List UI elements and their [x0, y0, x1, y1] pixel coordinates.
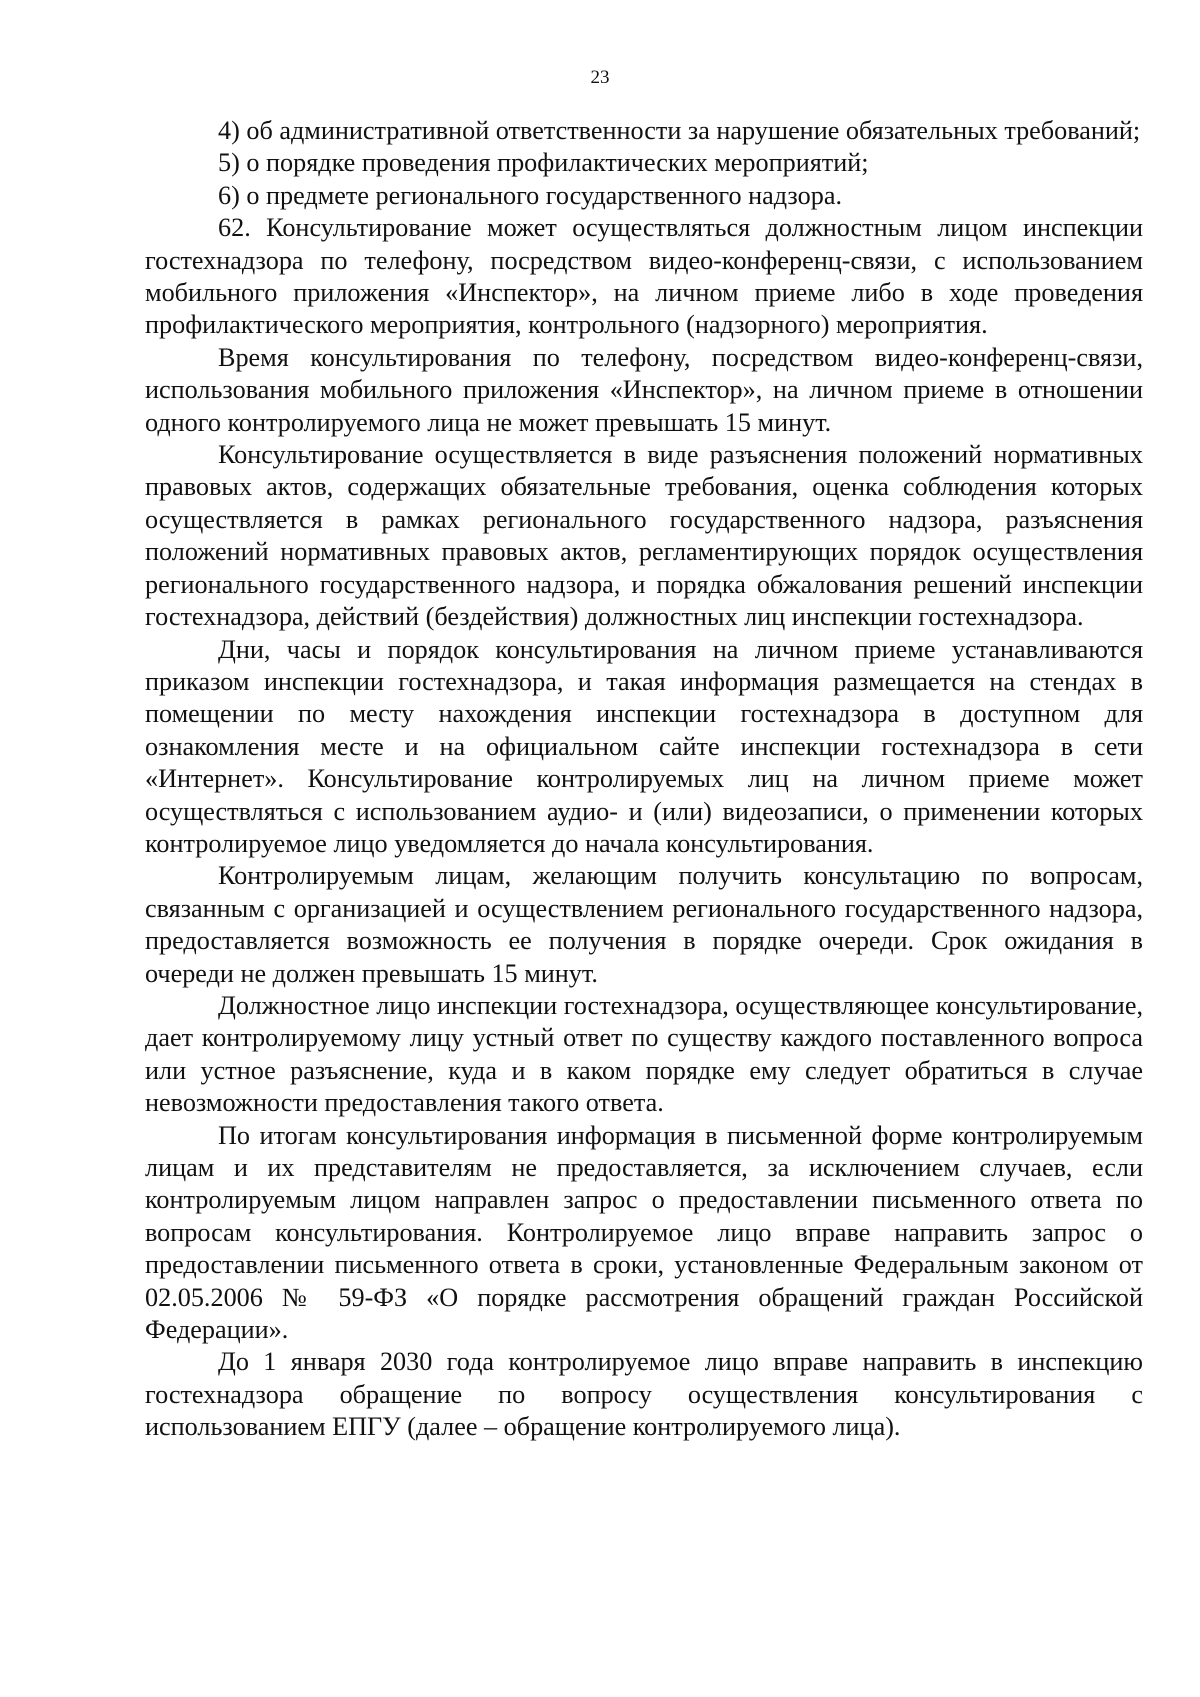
page-number: 23 — [590, 67, 610, 88]
paragraph-item-4: 4) об административной ответственности за нарушение обязательных требований; — [218, 116, 1141, 145]
paragraph-consultation-form: Консультирование осуществляется в виде разъяснения положений нормативных правовых актов, содержащих обязательные требования, оценка соблюдения которых осуществляется в рамках регионального государственного надзора, разъяснения положений нормативных правовых актов, регламентирующих порядок осуществления регионального государственного надзора, и порядка обжалования решений инспекции гостехнадзора, действий (бездействия) должностных лиц инспекции гостехнадзора. — [145, 440, 1143, 632]
paragraph-item-5: 5) о порядке проведения профилактических мероприятий; — [218, 148, 869, 178]
paragraph-clause-62: 62. Консультирование может осуществляться должностным лицом инспекции гостехнадзора по телефону, посредством видео-конференц-связи, с использованием мобильного приложения «Инспектор», на личном приеме либо в ходе проведения профилактического мероприятия, контрольного (надзорного) мероприятия. — [145, 213, 1143, 340]
paragraph-queue: Контролируемым лицам, желающим получить консультацию по вопросам, связанным с организацией и осуществлением регионального государственного надзора, предоставляется возможность ее получения в порядке очереди. Срок ожидания в очереди не должен превышать 15 минут. — [145, 861, 1143, 988]
paragraph-reception-schedule: Дни, часы и порядок консультирования на личном приеме устанавливаются приказом инспекции гостехнадзора, и такая информация размещается на стендах в помещении по месту нахождения инспекции гостехнадзора в доступном для ознакомления месте и на официальном сайте инспекции гостехнадзора в сети «Интернет». Консультирование контролируемых лиц на личном приеме может осуществляться с использованием аудио- и (или) видеозаписи, о применении которых контролируемое лицо уведомляется до начала консультирования. — [145, 634, 1143, 858]
paragraph-item-6: 6) о предмете регионального государственного надзора. — [218, 180, 842, 210]
paragraph-written-answer: По итогам консультирования информация в письменной форме контролируемым лицам и их представителям не предоставляется, за исключением случаев, если контролируемым лицом направлен запрос о предоставлении письменного ответа по вопросам консультирования. Контролируемое лицо вправе направить запрос о предоставлении письменного ответа в сроки, установленные Федеральным законом от 02.05.2006 № 59-ФЗ «О порядке рассмотрения обращений граждан Российской Федерации». — [145, 1120, 1143, 1345]
document-body — [145, 115, 1143, 1444]
paragraph-epgu-request: До 1 января 2030 года контролируемое лицо вправе направить в инспекцию гостехнадзора обращение по вопросу осуществления консультирования с использованием ЕПГУ (далее – обращение контролируемого лица). — [145, 1347, 1143, 1442]
paragraph-oral-answer: Должностное лицо инспекции гостехнадзора, осуществляющее консультирование, дает контролируемому лицу устный ответ по существу каждого поставленного вопроса или устное разъяснение, куда и в каком порядке ему следует обратиться в случае невозможности предоставления такого ответа. — [145, 990, 1143, 1118]
paragraph-consultation-time: Время консультирования по телефону, посредством видео-конференц-связи, использования мобильного приложения «Инспектор», на личном приеме в отношении одного контролируемого лица не может превышать 15 минут. — [145, 342, 1143, 437]
